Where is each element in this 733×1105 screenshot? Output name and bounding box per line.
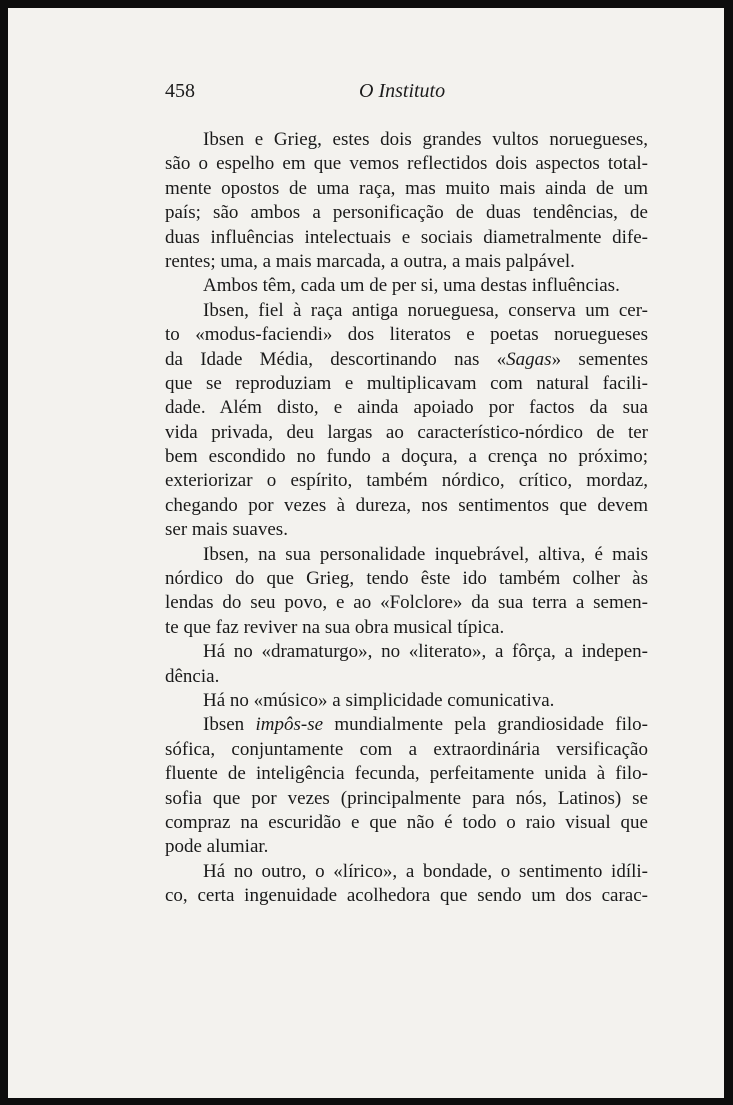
text-line: te que faz reviver na sua obra musical típica. [165,616,505,638]
text-line: Há no «dramaturgo», no «literato», a fôrça, a indepen- [203,641,648,663]
paragraph [165,713,648,859]
page-header [165,80,632,108]
text-line: Ambos têm, cada um de per si, uma destas influências. [203,275,620,297]
text-line: vida privada, deu largas ao característico-nórdico de ter [165,421,648,443]
text-line: Há no outro, o «lírico», a bondade, o sentimento idíli- [203,860,648,882]
book-page [8,8,724,1098]
text-line: co, certa ingenuidade acolhedora que sendo um dos carac- [165,885,648,907]
text-line: compraz na escuridão e que não é todo o raio visual que [165,811,648,833]
paragraph [165,128,648,274]
text-line: que se reproduziam e multiplicavam com natural facili- [165,372,648,394]
text-line: lendas do seu povo, e ao «Folclore» da sua terra a semen- [165,592,648,614]
text-line: to «modus-faciendi» dos literatos e poetas noruegueses [165,324,648,346]
text-line: sofia que por vezes (principalmente para nós, Latinos) se [165,787,648,809]
paragraph [165,860,648,909]
text-line: pode alumiar. [165,836,269,858]
text-line: bem escondido no fundo a doçura, a crença no próximo; [165,446,648,468]
running-title: O Instituto [359,80,446,102]
text-line: dência. [165,665,220,687]
text-line: exteriorizar o espírito, também nórdico, crítico, mordaz, [165,470,648,492]
text-line: fluente de inteligência fecunda, perfeitamente unida à filo- [165,763,648,785]
body-text [165,128,648,909]
text-line: Ibsen, na sua personalidade inquebrável, altiva, é mais [203,543,648,565]
text-line: da Idade Média, descortinando nas «Sagas» sementes [165,348,648,370]
text-line: sófica, conjuntamente com a extraordinária versificação [165,738,648,760]
paragraph [165,274,648,298]
text-line: nórdico do que Grieg, tendo êste ido também colher às [165,568,648,590]
text-line: são o espelho em que vemos reflectidos dois aspectos total- [165,153,648,175]
text-line: mente opostos de uma raça, mas muito mais ainda de um [165,177,648,199]
text-line: ser mais suaves. [165,519,288,541]
paragraph [165,543,648,641]
page-number: 458 [165,80,195,102]
text-line: duas influências intelectuais e sociais diametralmente dife- [165,226,648,248]
paragraph [165,640,648,689]
paragraph [165,689,648,713]
text-line: rentes; uma, a mais marcada, a outra, a mais palpável. [165,250,575,272]
text-line: chegando por vezes à dureza, nos sentimentos que devem [165,494,648,516]
text-line: Ibsen e Grieg, estes dois grandes vultos noruegueses, [203,129,648,150]
text-line: dade. Além disto, e ainda apoiado por factos da sua [165,397,648,419]
text-line: Ibsen impôs-se mundialmente pela grandiosidade filo- [203,714,648,736]
text-line: Há no «músico» a simplicidade comunicativa. [203,689,555,711]
paragraph [165,299,648,543]
text-line: país; são ambos a personificação de duas tendências, de [165,202,648,224]
text-line: Ibsen, fiel à raça antiga norueguesa, conserva um cer- [203,299,648,321]
